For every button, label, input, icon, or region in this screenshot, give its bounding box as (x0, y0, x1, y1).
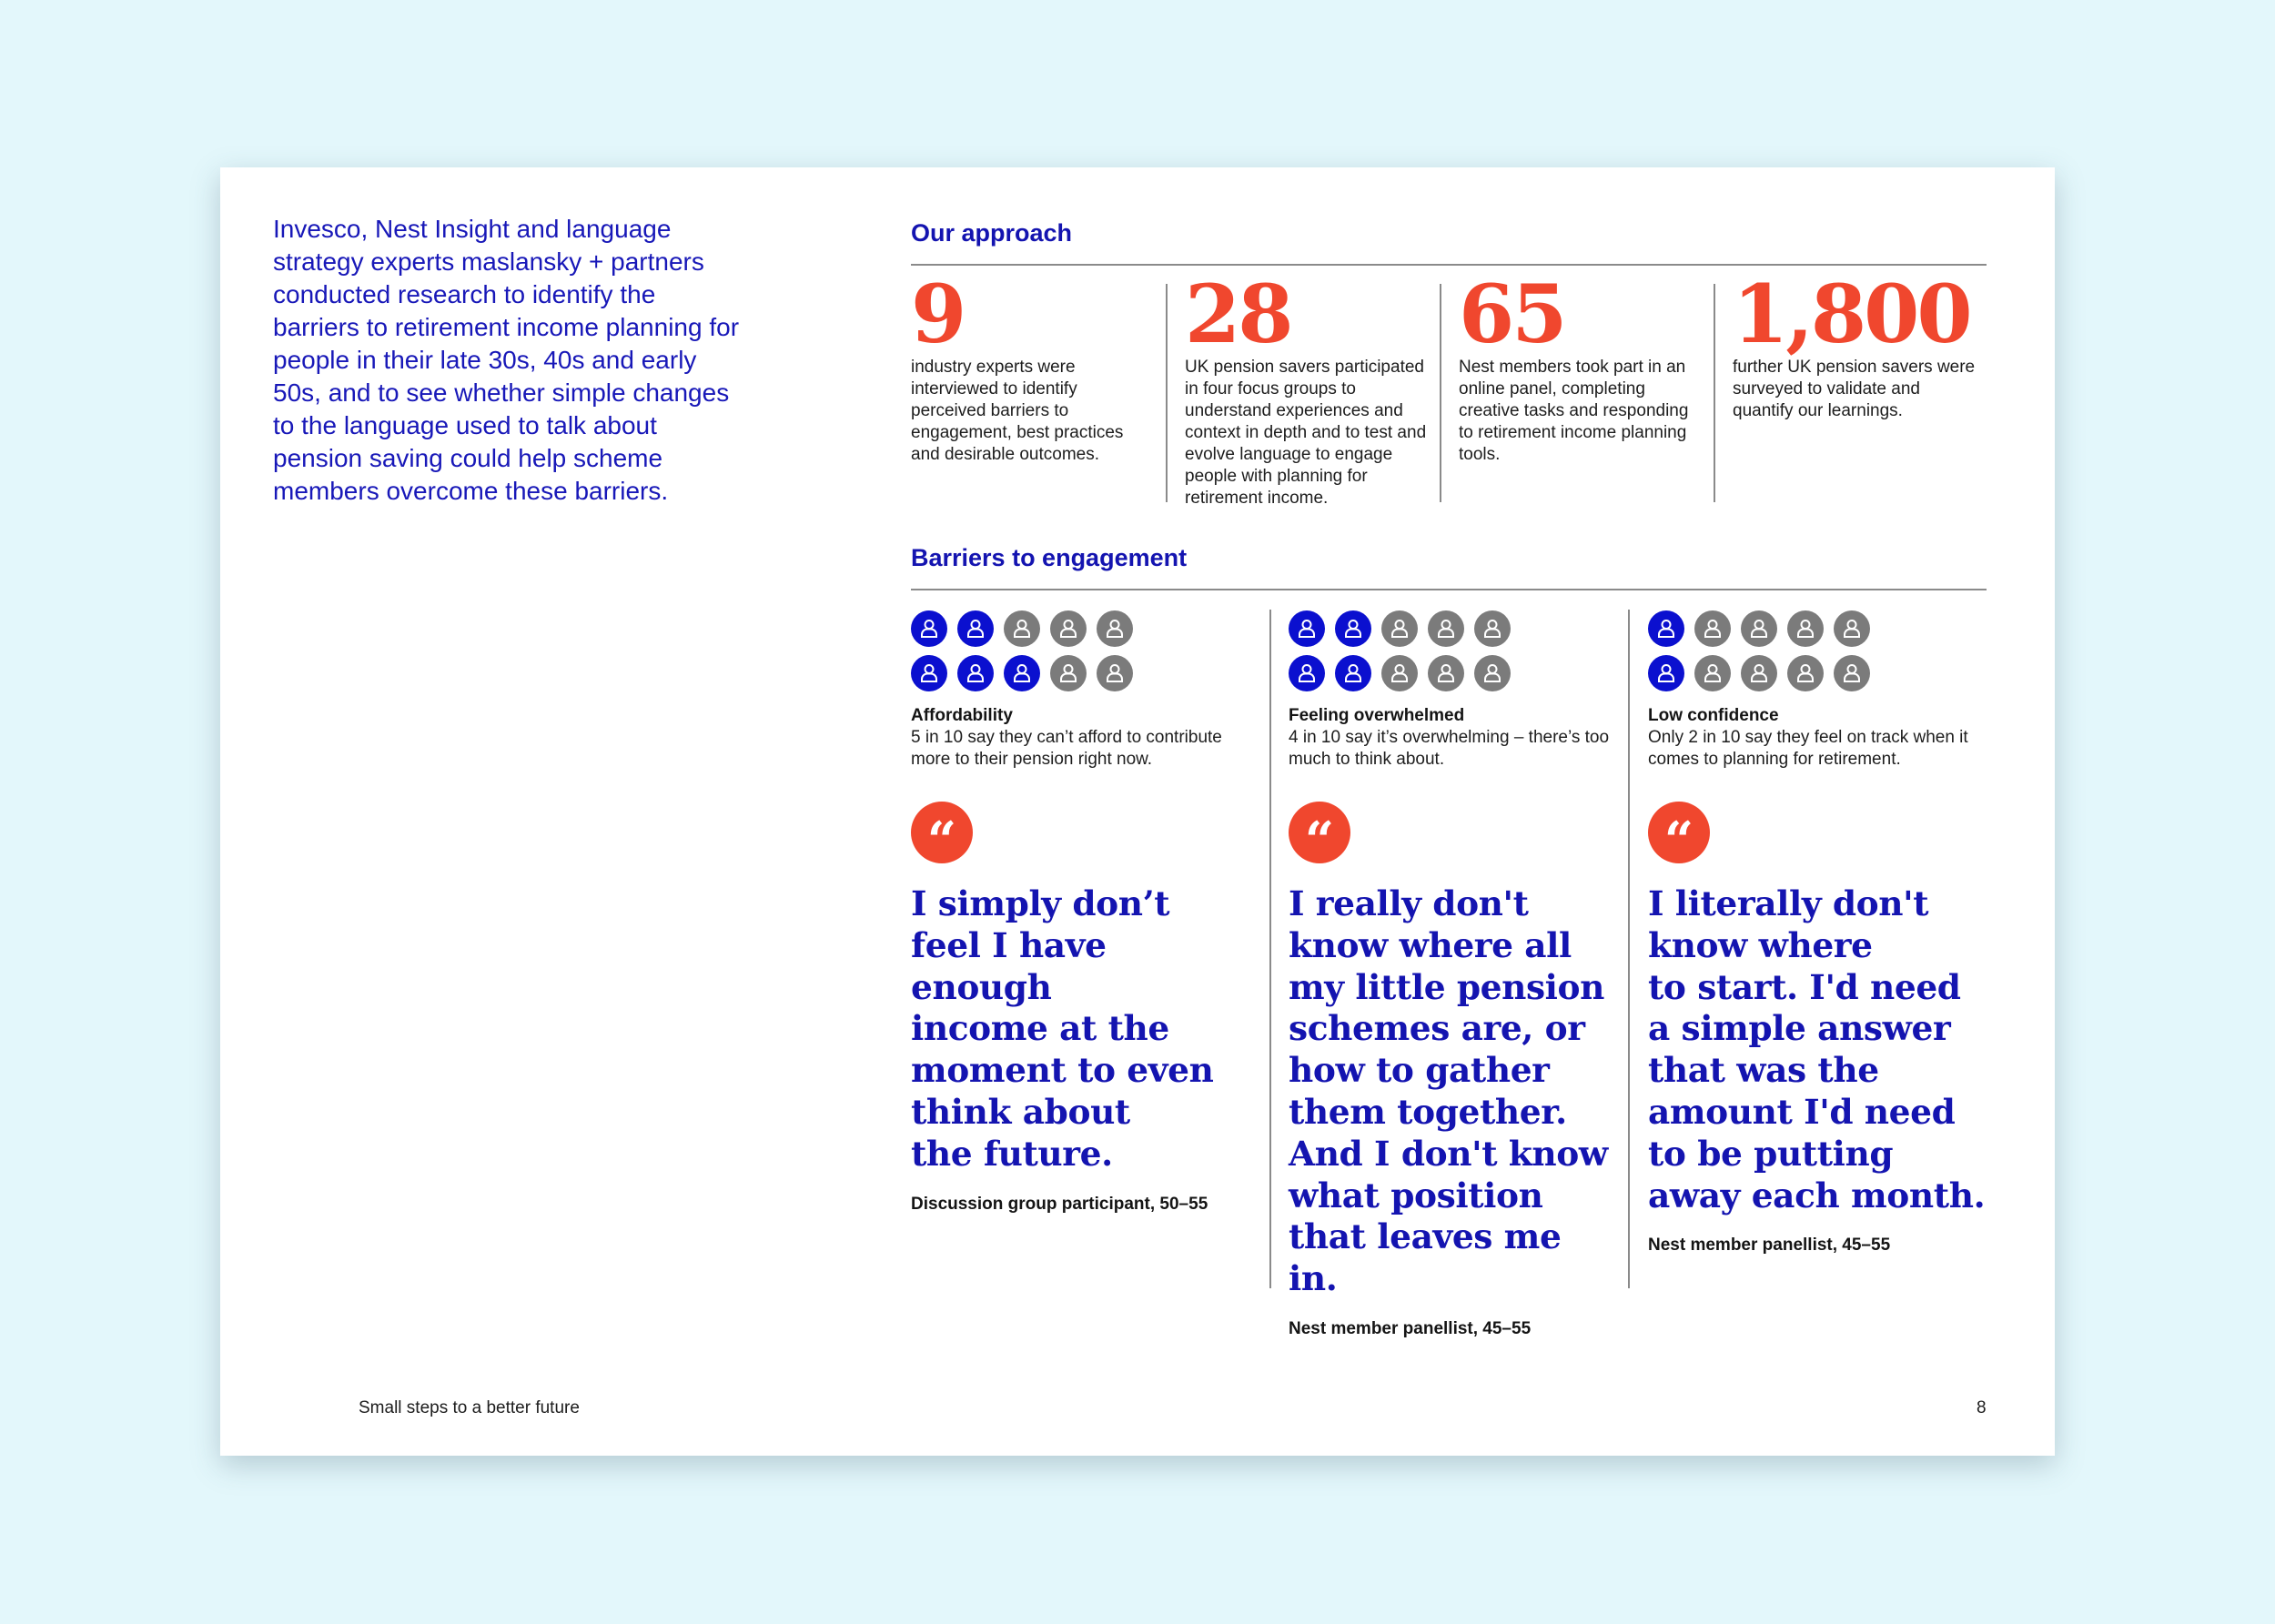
barrier-title: Feeling overwhelmed (1289, 706, 1465, 725)
person-icon-grid (911, 610, 1248, 691)
barrier-stat-text: 4 in 10 say it’s overwhelming – there’s too much to think about. (1289, 728, 1610, 769)
quote-attribution: Nest member panellist, 45–55 (1648, 1236, 1891, 1256)
stat-description: Nest members took part in an online panel, completing creative tasks and responding to retirement income planning tools. (1459, 358, 1689, 464)
person-icon (1694, 655, 1731, 691)
person-icon (1289, 610, 1325, 647)
person-icon (1335, 655, 1371, 691)
quote-mark-icon: “ (1289, 802, 1350, 863)
person-icon (1741, 655, 1777, 691)
person-icon (1787, 655, 1824, 691)
stat-focus-groups (1185, 267, 1432, 509)
person-icon (1004, 655, 1040, 691)
barrier-stat-text: 5 in 10 say they can’t afford to contribute more to their pension right now. (911, 728, 1222, 769)
person-icon (1648, 655, 1684, 691)
stat-divider-1 (1166, 284, 1168, 502)
barriers-divider (911, 589, 1987, 590)
person-icon (1004, 610, 1040, 647)
stat-number: 28 (1185, 267, 1291, 361)
page-number: 8 (1977, 1398, 1987, 1417)
stat-experts (911, 267, 1148, 466)
person-icon (1289, 655, 1325, 691)
approach-heading: Our approach (911, 219, 1073, 247)
barrier-title: Low confidence (1648, 706, 1779, 725)
quote-text: I simply don’t feel I have enough income at the moment to even think about the future. (911, 883, 1214, 1174)
report-page (220, 167, 2055, 1456)
stat-divider-2 (1440, 284, 1441, 502)
person-icon (1050, 655, 1087, 691)
person-icon (1741, 610, 1777, 647)
quote-mark-icon: “ (911, 802, 973, 863)
barrier-affordability (911, 610, 1248, 1215)
barrier-divider-2 (1628, 610, 1630, 1288)
person-icon (1648, 610, 1684, 647)
person-icon (1474, 610, 1511, 647)
person-icon (1428, 610, 1464, 647)
person-icon (957, 655, 994, 691)
person-icon (1097, 655, 1133, 691)
stat-number: 9 (911, 267, 965, 361)
barrier-stat-text: Only 2 in 10 say they feel on track when it comes to planning for retirement. (1648, 728, 1968, 769)
barrier-divider-1 (1269, 610, 1271, 1288)
person-icon (1335, 610, 1371, 647)
person-icon (1787, 610, 1824, 647)
approach-divider (911, 264, 1987, 266)
stat-description: UK pension savers participated in four focus groups to understand experiences and context in depth and to test and evolve language to engage people with planning for retirement income. (1185, 358, 1427, 508)
stat-number: 1,800 (1733, 267, 1970, 361)
quote-attribution: Nest member panellist, 45–55 (1289, 1318, 1532, 1338)
person-icon (911, 655, 947, 691)
person-icon (1428, 655, 1464, 691)
stat-divider-3 (1714, 284, 1715, 502)
stat-online-panel (1459, 267, 1706, 466)
footer-title: Small steps to a better future (359, 1398, 580, 1417)
stat-number: 65 (1459, 267, 1565, 361)
person-icon-grid (1289, 610, 1616, 691)
barrier-overwhelmed (1289, 610, 1616, 1340)
person-icon (1381, 610, 1418, 647)
quote-mark-icon: “ (1648, 802, 1710, 863)
quote-text: I literally don't know where to start. I'd need a simple answer that was the amount I'd need to be putting away each month. (1648, 883, 1986, 1215)
barrier-title: Affordability (911, 706, 1013, 725)
quote-text: I really don't know where all my little pension schemes are, or how to gather them together. And I don't know what position that leaves me in. (1289, 883, 1608, 1299)
intro-paragraph: Invesco, Nest Insight and language strategy experts maslansky + partners conducted research to identify the barriers to retirement income planning for people in their late 30s, 40s and early 50s, and to see whether simple changes to the language used to talk about pension saving could help scheme members overcome these barriers. (273, 215, 740, 505)
barrier-low-confidence (1648, 610, 1987, 1256)
person-icon (911, 610, 947, 647)
quote-attribution: Discussion group participant, 50–55 (911, 1194, 1208, 1214)
person-icon-grid (1648, 610, 1987, 691)
person-icon (1381, 655, 1418, 691)
person-icon (1097, 610, 1133, 647)
person-icon (957, 610, 994, 647)
person-icon (1474, 655, 1511, 691)
stat-description: industry experts were interviewed to identify perceived barriers to engagement, best practices and desirable outcomes. (911, 358, 1124, 464)
person-icon (1050, 610, 1087, 647)
stat-description: further UK pension savers were surveyed to validate and quantify our learnings. (1733, 358, 1976, 420)
stat-survey (1733, 267, 1980, 422)
person-icon (1834, 655, 1870, 691)
barriers-heading: Barriers to engagement (911, 544, 1188, 571)
person-icon (1834, 610, 1870, 647)
person-icon (1694, 610, 1731, 647)
